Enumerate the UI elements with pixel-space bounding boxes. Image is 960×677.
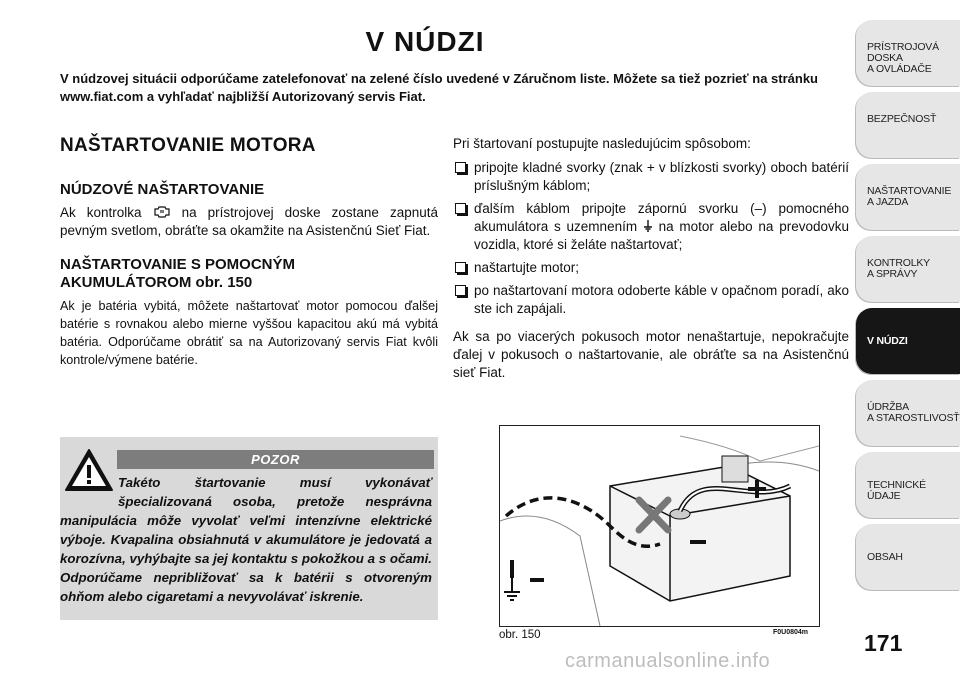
tab-label: V NÚDZI [867, 335, 908, 347]
tab-label: BEZPEČNOSŤ [867, 113, 937, 125]
tab-instrument-panel[interactable] [856, 20, 960, 86]
tab-label: NAŠTARTOVANIE A JAZDA [867, 185, 952, 208]
list-item [453, 159, 849, 195]
tab-label: ÚDRŽBA A STAROSTLIVOSŤ [867, 401, 960, 424]
closing-paragraph: Ak sa po viacerých pokusoch motor nenaštartuje, nepokračujte ďalej v pokusoch o naštartovanie, ale obráťte sa na Asistenčnú sieť Fiat. [453, 329, 849, 380]
list-item [453, 259, 849, 277]
paragraph-jump-start: Ak je batéria vybitá, môžete naštartovať motor pomocou ďalšej batérie s rovnakou alebo mierne vyššou kapacitou akú má vybitá batéria. Odporúčame obrátiť sa na Autorizovaný servis Fiat kvôli kontrole/výmene batérie. [60, 299, 438, 367]
checkbox-bullet-icon [455, 262, 466, 273]
step-text: po naštartovaní motora odoberte káble v opačnom poradí, ako ste ich zapájali. [474, 283, 849, 316]
section-heading: NAŠTARTOVANIE MOTORA [60, 135, 316, 156]
checkbox-bullet-icon [455, 162, 466, 173]
left-column [60, 135, 438, 385]
step-text: na motor alebo na prevodovku vozidla, ktoré si želáte naštartovať; [474, 219, 849, 252]
warning-text [60, 473, 432, 606]
tab-contents[interactable] [856, 524, 960, 590]
tab-technical-data[interactable] [856, 452, 960, 518]
watermark: carmanualsonline.info [565, 650, 771, 672]
page-number: 171 [864, 630, 903, 656]
tab-emergency[interactable] [856, 308, 960, 374]
checkbox-bullet-icon [455, 285, 466, 296]
paragraph-part: na prístrojovej doske zostane zapnutá pevným svetlom, obráťte sa okamžite na Asistenčnú Sieť Fiat. [60, 205, 438, 238]
warning-body: Takéto štartovanie musí vykonávať špecializovaná osoba, pretože nesprávna manipulácia môže vyvolať veľmi intenzívne elektrické výboje. Kvapalina obsiahnutá v akumulátore je jedovatá a korozívna, vyhýbajte sa jej kontaktu s pokožkou a s očami. Odporúčame nepribližovať sa k batérii s otvoreným ohňom alebo cigaretami a nevyvolávať iskrenie. [60, 475, 432, 604]
warning-header: POZOR [117, 450, 434, 469]
page-title: V NÚDZI [365, 26, 485, 57]
tab-warning-lights[interactable] [856, 236, 960, 302]
paragraph-emergency-start [60, 204, 438, 240]
tab-maintenance[interactable] [856, 380, 960, 446]
tab-label: OBSAH [867, 551, 903, 563]
step-text: ďalším káblom pripojte zápornú svorku (–) pomocného akumulátora s uzemnením [474, 201, 849, 234]
step-text: naštartujte motor; [474, 260, 580, 275]
figure-caption: obr. 150 [499, 629, 541, 641]
checkbox-bullet-icon [455, 203, 466, 214]
subheading-jump-start [60, 256, 438, 292]
ground-symbol-icon [504, 560, 544, 600]
list-item [453, 282, 849, 318]
list-item [453, 200, 849, 254]
right-column [453, 135, 849, 398]
subheading-line: AKUMULÁTOROM obr. 150 [60, 274, 253, 291]
figure-code: F0U0804m [773, 629, 809, 636]
tab-label: TECHNICKÉ ÚDAJE [867, 479, 926, 502]
subheading-line: NAŠTARTOVANIE S POMOCNÝM [60, 256, 296, 273]
subheading-emergency-start: NÚDZOVÉ NAŠTARTOVANIE [60, 181, 265, 198]
tab-label: PRÍSTROJOVÁ DOSKA A OVLÁDAČE [867, 41, 939, 75]
engine-warning-light-icon [153, 204, 171, 220]
ground-symbol-icon [643, 220, 653, 233]
intro-text: V núdzovej situácii odporúčame zatelefonovať na zelené číslo uvedené v Záručnom liste. Môžete sa tiež pozrieť na stránku www.fiat.com a vyhľadať najbližší Autorizovaný servis Fiat. [60, 71, 818, 104]
battery-figure [499, 425, 820, 627]
battery-illustration [500, 426, 819, 626]
steps-intro: Pri štartovaní postupujte nasledujúcim spôsobom: [453, 136, 751, 151]
tab-starting-driving[interactable] [856, 164, 960, 230]
steps-list [453, 159, 849, 318]
tab-safety[interactable] [856, 92, 960, 158]
warning-box [60, 437, 438, 620]
paragraph-part: Ak kontrolka [60, 205, 142, 220]
step-text: pripojte kladné svorky (znak + v blízkosti svorky) oboch batérií príslušným káblom; [474, 160, 849, 193]
chapter-tabs [856, 20, 960, 596]
tab-label: KONTROLKY A SPRÁVY [867, 257, 930, 280]
